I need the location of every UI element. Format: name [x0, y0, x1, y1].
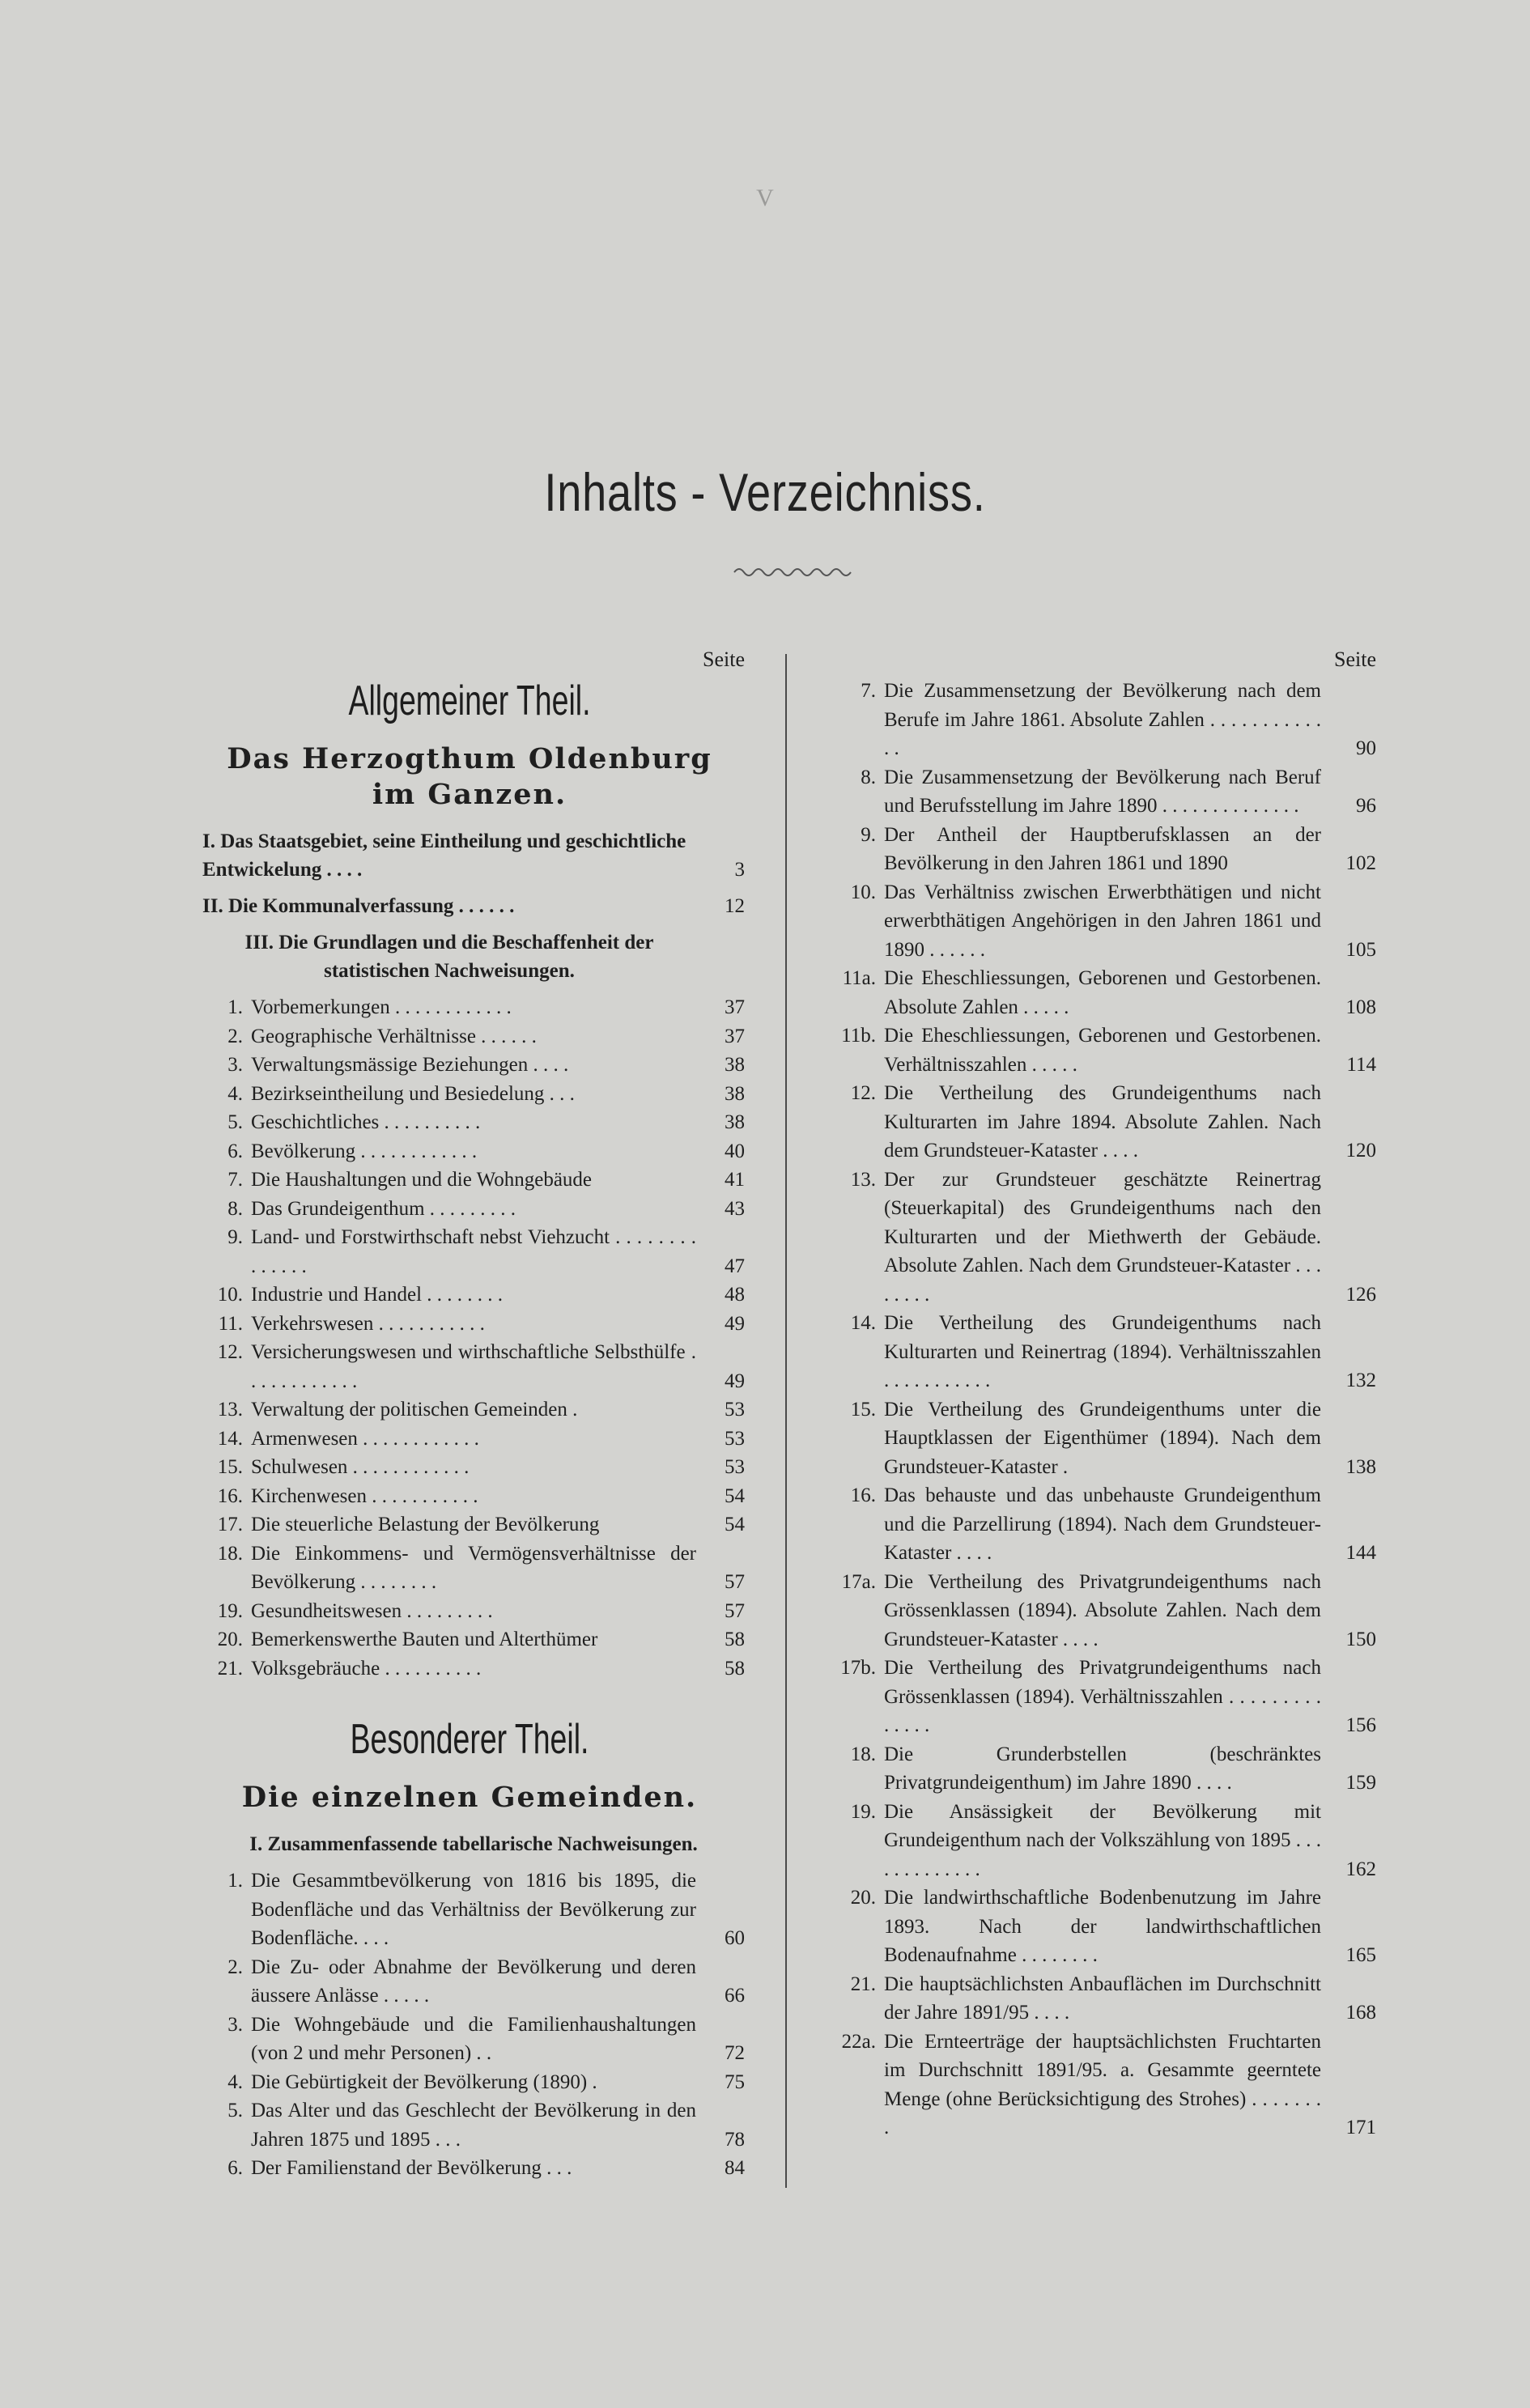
- toc-entry-page: 53: [725, 1456, 745, 1478]
- seite-label-right: Seite: [1334, 648, 1376, 671]
- toc-entry-num: 10.: [850, 881, 876, 903]
- toc-entry: [194, 2096, 745, 2154]
- left-column: [194, 648, 745, 2183]
- toc-entry-page: 84: [725, 2157, 745, 2179]
- toc-entry: [194, 1338, 745, 1395]
- toc-entry: [194, 2154, 745, 2183]
- toc-part-text: III. Die Grundlagen und die Beschaffenheit der statistischen Nachweisungen.: [244, 932, 654, 982]
- toc-entry: [194, 1195, 745, 1224]
- toc-entry-text: Die Vertheilung des Privatgrundeigenthums nach Grössenklassen (1894). Verhältnisszahlen . . . . . . . . . . . . . .: [884, 1657, 1321, 1736]
- toc-entry: [826, 1970, 1376, 2028]
- toc-entry: [826, 1481, 1376, 1568]
- toc-entry-text: Geographische Verhältnisse . . . . . .: [251, 1025, 537, 1047]
- toc-part: [194, 827, 745, 884]
- toc-entry-num: 17b.: [840, 1657, 876, 1679]
- toc-entry-page: 57: [725, 1599, 745, 1622]
- toc-entry-num: 9.: [227, 1226, 243, 1248]
- toc-entry-num: 3.: [227, 2013, 243, 2036]
- toc-entry: [194, 1137, 745, 1166]
- toc-entry-page: 150: [1345, 1628, 1376, 1650]
- toc-entry: [826, 763, 1376, 821]
- toc-entry-num: 13.: [850, 1168, 876, 1191]
- toc-entry-num: 8.: [861, 766, 876, 788]
- toc-entry-num: 8.: [227, 1197, 243, 1220]
- toc-entry-text: Vorbemerkungen . . . . . . . . . . . .: [251, 996, 512, 1018]
- page-number: V: [756, 185, 774, 211]
- toc-entry-num: 22a.: [841, 2030, 876, 2053]
- toc-entry-text: Verwaltung der politischen Gemeinden .: [251, 1399, 578, 1421]
- toc-entry-page: 156: [1345, 1714, 1376, 1736]
- toc-entry-num: 6.: [227, 1140, 243, 1162]
- toc-entry-page: 138: [1345, 1455, 1376, 1478]
- toc-entry-text: Bezirkseintheilung und Besiedelung . . .: [251, 1082, 575, 1105]
- toc-entry: [826, 1309, 1376, 1395]
- toc-part-text: II. Die Kommunalverfassung . . . . . .: [202, 895, 515, 917]
- toc-entry-text: Der Antheil der Hauptberufsklassen an der Bevölkerung in den Jahren 1861 und 1890: [884, 823, 1321, 874]
- toc-entry: [826, 1884, 1376, 1970]
- toc-entry: [826, 878, 1376, 965]
- toc-entry: [826, 821, 1376, 878]
- toc-entry-page: 96: [1356, 795, 1376, 817]
- toc-entry-text: Die Zusammensetzung der Bevölkerung nach Beruf und Berufsstellung im Jahre 1890 . . . . . . . . . . . . . .: [884, 766, 1321, 817]
- right-entry-list: [826, 677, 1376, 2143]
- toc-entry-text: Die Vertheilung des Grundeigenthums unter die Hauptklassen der Eigenthümer (1894). Nach dem Grundsteuer-Kataster .: [884, 1398, 1321, 1478]
- toc-entry: [194, 1310, 745, 1339]
- toc-entry: [194, 1223, 745, 1280]
- toc-entry-page: 38: [725, 1082, 745, 1105]
- toc-entry-text: Die Vertheilung des Privatgrundeigenthums nach Grössenklassen (1894). Absolute Zahlen. Nach dem Grundsteuer-Kataster . . . .: [884, 1570, 1321, 1650]
- toc-entry-page: 72: [725, 2042, 745, 2064]
- toc-entry: [194, 1425, 745, 1454]
- toc-entry: [826, 964, 1376, 1021]
- toc-entry: [826, 1021, 1376, 1079]
- toc-entry-num: 11b.: [841, 1025, 876, 1047]
- toc-entry: [194, 1953, 745, 2011]
- toc-entry: [194, 2068, 745, 2097]
- toc-entry: [826, 1079, 1376, 1166]
- toc-entry-text: Die Ernteerträge der hauptsächlichsten Fruchtarten im Durchschnitt 1891/95. a. Gesammte geerntete Menge (ohne Berücksichtigung des Strohes) . . . . . . . .: [884, 2030, 1321, 2138]
- toc-entry-page: 168: [1345, 2002, 1376, 2024]
- toc-entry-num: 21.: [217, 1657, 243, 1680]
- toc-part-page: 3: [734, 859, 745, 881]
- toc-entry-num: 6.: [227, 2157, 243, 2179]
- toc-entry-page: 54: [725, 1514, 745, 1535]
- toc-entry-num: 15.: [217, 1456, 243, 1478]
- toc-entry-num: 7.: [861, 680, 876, 702]
- toc-entry-num: 17.: [217, 1514, 243, 1535]
- toc-entry-page: 165: [1345, 1944, 1376, 1966]
- toc-entry-text: Geschichtliches . . . . . . . . . .: [251, 1111, 481, 1133]
- toc-entry-text: Die Zusammensetzung der Bevölkerung nach dem Berufe im Jahre 1861. Absolute Zahlen . . . . . . . . . . . . .: [884, 680, 1321, 759]
- special-entry-list: [194, 1867, 745, 2183]
- toc-entry-num: 17a.: [841, 1570, 876, 1593]
- toc-entry-num: 1.: [227, 996, 243, 1018]
- toc-entry-page: 132: [1345, 1370, 1376, 1391]
- toc-entry-text: Gesundheitswesen . . . . . . . . .: [251, 1599, 493, 1622]
- toc-entry-num: 11a.: [842, 967, 876, 989]
- toc-entry-num: 14.: [850, 1312, 876, 1334]
- toc-entry-num: 2.: [227, 1025, 243, 1047]
- toc-entry: [194, 1453, 745, 1482]
- toc-entry-text: Industrie und Handel . . . . . . . .: [251, 1284, 504, 1306]
- toc-entry-text: Die Gesammtbevölkerung von 1816 bis 1895, die Bodenfläche und das Verhältniss der Bevölkerung zur Bodenfläche. . . .: [251, 1870, 696, 1949]
- toc-entry-text: Die Einkommens- und Vermögensverhältnisse der Bevölkerung . . . . . . . .: [251, 1542, 696, 1593]
- toc-entry-text: Der zur Grundsteuer geschätzte Reinertrag (Steuerkapital) des Grundeigenthums nach den Kulturarten und der Miethwerth der Gebäude. Absolute Zahlen. Nach dem Grundsteuer-Kataster . . . . . . . .: [884, 1168, 1321, 1306]
- toc-entry-page: 49: [725, 1312, 745, 1335]
- toc-entry-text: Die steuerliche Belastung der Bevölkerung: [251, 1514, 600, 1535]
- toc-entry-page: 102: [1345, 852, 1376, 874]
- toc-entry-text: Schulwesen . . . . . . . . . . . .: [251, 1456, 470, 1478]
- toc-entry-text: Kirchenwesen . . . . . . . . . . .: [251, 1484, 478, 1507]
- toc-entry-num: 18.: [850, 1743, 876, 1765]
- general-subheading: [194, 741, 745, 813]
- toc-entry: [194, 1654, 745, 1684]
- toc-entry-text: Bemerkenswerthe Bauten und Alterthümer: [251, 1629, 598, 1650]
- toc-entry-num: 21.: [850, 1973, 876, 1995]
- toc-entry-text: Land- und Forstwirthschaft nebst Viehzucht . . . . . . . . . . . . . .: [251, 1226, 696, 1277]
- toc-entry-num: 7.: [227, 1169, 243, 1191]
- toc-entry-page: 171: [1345, 2117, 1376, 2138]
- toc-entry-num: 12.: [217, 1341, 243, 1363]
- toc-entry-text: Die Wohngebäude und die Familienhaushaltungen (von 2 und mehr Personen) . .: [251, 2013, 696, 2064]
- toc-entry-text: Armenwesen . . . . . . . . . . . .: [251, 1427, 479, 1450]
- toc-entry: [826, 1654, 1376, 1740]
- page-title: Inhalts - Verzeichniss.: [544, 462, 986, 522]
- toc-entry: [826, 1395, 1376, 1482]
- toc-entry-page: 41: [725, 1169, 745, 1191]
- toc-entry: [826, 1568, 1376, 1654]
- toc-entry-page: 108: [1345, 996, 1376, 1018]
- toc-entry-text: Die Haushaltungen und die Wohngebäude: [251, 1169, 593, 1191]
- toc-entry: [194, 1510, 745, 1540]
- toc-entry: [194, 993, 745, 1022]
- special-part: [194, 1830, 745, 1858]
- toc-entry: [194, 1166, 745, 1195]
- toc-entry-num: 19.: [217, 1599, 243, 1622]
- toc-entry-num: 10.: [217, 1284, 243, 1306]
- toc-entry-page: 159: [1345, 1772, 1376, 1794]
- toc-entry-page: 53: [725, 1427, 745, 1450]
- toc-entry: [826, 1740, 1376, 1798]
- toc-entry: [194, 1540, 745, 1597]
- toc-entry-num: 4.: [227, 1082, 243, 1105]
- toc-entry: [194, 1395, 745, 1425]
- toc-entry-page: 43: [725, 1197, 745, 1220]
- toc-entry: [194, 1080, 745, 1109]
- toc-entry-text: Das Alter und das Geschlecht der Bevölkerung in den Jahren 1875 und 1895 . . .: [251, 2100, 696, 2151]
- toc-entry-text: Verkehrswesen . . . . . . . . . . .: [251, 1312, 485, 1335]
- toc-entry: [194, 1625, 745, 1654]
- toc-part-page: 12: [725, 895, 745, 917]
- column-divider: [785, 654, 787, 2188]
- toc-part-text: I. Das Staatsgebiet, seine Eintheilung und geschichtliche Entwickelung . . . .: [202, 830, 686, 881]
- seite-label-left: Seite: [703, 648, 745, 671]
- toc-entry-text: Die Ansässigkeit der Bevölkerung mit Grundeigenthum nach der Volkszählung von 1895 . . . . . . . . . . . . .: [884, 1800, 1321, 1880]
- toc-entry: [194, 1280, 745, 1310]
- part-list: [194, 827, 745, 985]
- toc-entry-num: 15.: [850, 1398, 876, 1421]
- toc-entry-num: 13.: [217, 1399, 243, 1421]
- toc-entry-text: Die Gebürtigkeit der Bevölkerung (1890) .: [251, 2070, 597, 2093]
- toc-entry-num: 4.: [227, 2070, 243, 2093]
- toc-entry-text: Die Vertheilung des Grundeigenthums nach Kulturarten im Jahre 1894. Absolute Zahlen. Nach dem Grundsteuer-Kataster . . . .: [884, 1082, 1321, 1162]
- toc-entry-text: Die Grunderbstellen (beschränktes Privatgrundeigenthum) im Jahre 1890 . . . .: [884, 1743, 1321, 1794]
- toc-entry-page: 105: [1345, 938, 1376, 961]
- toc-entry-page: 75: [725, 2070, 745, 2093]
- toc-entry-text: Die Vertheilung des Grundeigenthums nach Kulturarten und Reinertrag (1894). Verhältnisszahlen . . . . . . . . . . .: [884, 1312, 1321, 1391]
- toc-entry-num: 20.: [217, 1629, 243, 1650]
- toc-entry-page: 40: [725, 1140, 745, 1162]
- toc-entry-page: 57: [725, 1571, 745, 1593]
- toc-entry-num: 16.: [850, 1484, 876, 1506]
- toc-entry: [194, 1051, 745, 1080]
- toc-entry-text: Das behauste und das unbehauste Grundeigenthum und die Parzellirung (1894). Nach dem Grundsteuer-Kataster . . . .: [884, 1484, 1321, 1564]
- toc-part: [194, 928, 745, 985]
- toc-entry: [826, 677, 1376, 763]
- toc-entry-text: Verwaltungsmässige Beziehungen . . . .: [251, 1054, 569, 1076]
- toc-entry-page: 38: [725, 1111, 745, 1133]
- toc-entry-num: 20.: [850, 1887, 876, 1909]
- toc-entry-page: 53: [725, 1399, 745, 1421]
- toc-entry-page: 37: [725, 1025, 745, 1047]
- toc-entry-text: Bevölkerung . . . . . . . . . . . .: [251, 1140, 478, 1162]
- toc-entry-page: 126: [1345, 1283, 1376, 1306]
- toc-entry-num: 5.: [227, 1111, 243, 1133]
- toc-entry-num: 18.: [217, 1542, 243, 1565]
- toc-entry-page: 37: [725, 996, 745, 1018]
- toc-entry: [194, 1482, 745, 1511]
- toc-entry-page: 144: [1345, 1542, 1376, 1564]
- toc-entry-num: 1.: [227, 1870, 243, 1892]
- toc-entry: [194, 1867, 745, 1953]
- toc-entry-page: 49: [725, 1370, 745, 1392]
- toc-entry-page: 54: [725, 1484, 745, 1507]
- toc-entry-page: 162: [1345, 1858, 1376, 1880]
- toc-entry: [194, 2011, 745, 2068]
- toc-entry-page: 114: [1346, 1053, 1376, 1076]
- general-subheading-line: im Ganzen.: [372, 778, 567, 811]
- toc-entry-page: 47: [725, 1255, 745, 1277]
- toc-entry-text: Die hauptsächlichsten Anbauflächen im Durchschnitt der Jahre 1891/95 . . . .: [884, 1973, 1321, 2024]
- special-heading: Besonderer Theil.: [350, 1716, 589, 1763]
- special-subheading: Die einzelnen Gemeinden.: [241, 1781, 698, 1814]
- toc-entry-page: 120: [1345, 1140, 1376, 1162]
- toc-entry-page: 66: [725, 1985, 745, 2007]
- toc-entry-num: 12.: [850, 1082, 876, 1104]
- toc-entry: [194, 1597, 745, 1626]
- toc-entry: [826, 2028, 1376, 2143]
- toc-entry-num: 19.: [850, 1800, 876, 1823]
- toc-entry-num: 9.: [861, 823, 876, 846]
- toc-entry-text: Die landwirthschaftliche Bodenbenutzung im Jahre 1893. Nach der landwirthschaftlichen Bodenaufnahme . . . . . . . .: [884, 1887, 1321, 1966]
- toc-entry-page: 58: [725, 1629, 745, 1650]
- toc-entry-text: Versicherungswesen und wirthschaftliche Selbsthülfe . . . . . . . . . . . .: [251, 1341, 696, 1392]
- toc-entry-text: Das Verhältniss zwischen Erwerbthätigen und nicht erwerbthätigen Angehörigen in den Jahren 1861 und 1890 . . . . . .: [884, 881, 1321, 961]
- right-column: [826, 648, 1376, 2143]
- general-heading: Allgemeiner Theil.: [348, 677, 591, 724]
- toc-entry-num: 2.: [227, 1956, 243, 1978]
- toc-entry-num: 5.: [227, 2100, 243, 2121]
- toc-entry-page: 38: [725, 1054, 745, 1076]
- toc-entry-text: Der Familienstand der Bevölkerung . . .: [251, 2157, 572, 2179]
- toc-entry: [194, 1022, 745, 1051]
- toc-entry-num: 3.: [227, 1054, 243, 1076]
- toc-entry-page: 48: [725, 1284, 745, 1306]
- entry-list: [194, 993, 745, 1683]
- toc-entry-text: Das Grundeigenthum . . . . . . . . .: [251, 1197, 516, 1220]
- toc-entry-page: 90: [1356, 737, 1376, 759]
- toc-entry-num: 11.: [218, 1312, 243, 1335]
- toc-entry: [194, 1108, 745, 1137]
- toc-entry-page: 78: [725, 2128, 745, 2151]
- toc-entry-text: Die Eheschliessungen, Geborenen und Gestorbenen. Verhältnisszahlen . . . . .: [884, 1025, 1321, 1076]
- toc-entry-text: Volksgebräuche . . . . . . . . . .: [251, 1657, 482, 1680]
- toc-entry-text: Die Zu- oder Abnahme der Bevölkerung und deren äussere Anlässe . . . . .: [251, 1956, 696, 2007]
- ornament-wave: [733, 563, 854, 581]
- toc-entry-page: 60: [725, 1927, 745, 1949]
- toc-entry-num: 16.: [217, 1484, 243, 1507]
- toc-part: [194, 892, 745, 920]
- toc-entry-text: Die Eheschliessungen, Geborenen und Gestorbenen. Absolute Zahlen . . . . .: [884, 967, 1321, 1018]
- toc-entry: [826, 1166, 1376, 1310]
- toc-entry-num: 14.: [217, 1427, 243, 1450]
- general-subheading-line: Das Herzogthum Oldenburg: [227, 742, 712, 775]
- toc-entry: [826, 1798, 1376, 1884]
- toc-entry-page: 58: [725, 1657, 745, 1680]
- special-part-text: I. Zusammenfassende tabellarische Nachweisungen.: [249, 1833, 698, 1855]
